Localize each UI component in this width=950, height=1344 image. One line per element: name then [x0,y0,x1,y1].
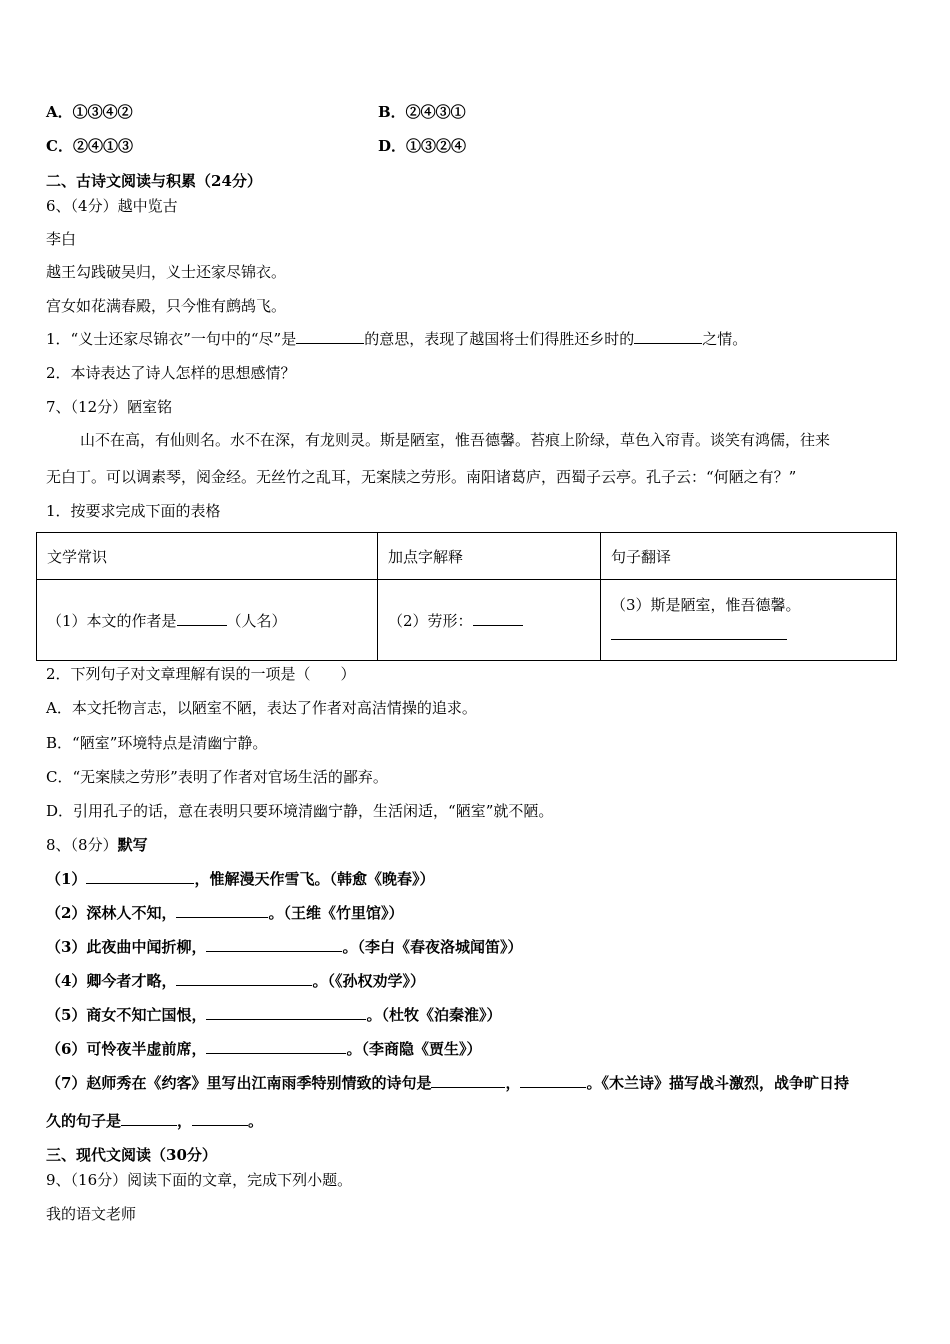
q8-l7-d: 久的句子是 [46,1112,122,1130]
q8-line6 [46,1039,481,1059]
q8-l7-a: （7）赵师秀在《约客》里写出江南雨季特别情致的诗句是 [46,1074,432,1092]
q9-title: 9、（16分）阅读下面的文章，完成下列小题。 [46,1171,353,1189]
option-a: A．①③④② [46,103,133,121]
q8-l2-a: （2）深林人不知， [46,904,177,922]
q7-title: 7、（12分）陋室铭 [46,398,173,416]
q7-option-c: C．“无案牍之劳形”表明了作者对官场生活的鄙弃。 [46,768,388,786]
q6-poem-line1: 越王勾践破吴归，义士还家尽锦衣。 [46,263,287,281]
answer-blank[interactable] [296,329,364,344]
q7-text-line1: 山不在高，有仙则名。水不在深，有龙则灵。斯是陋室，惟吾德馨。苔痕上阶绿，草色入帘青。谈笑有鸿儒，往来 [80,431,831,449]
q7-option-d: D．引用孔子的话，意在表明只要环境清幽宁静，生活闲适，“陋室”就不陋。 [46,802,554,820]
q7-sub1: 1．按要求完成下面的表格 [46,502,221,520]
cell-author-text-b: （人名） [226,611,287,630]
q8-l7-e: ， [177,1112,193,1130]
q8-title-b: 默写 [117,836,148,854]
q6-sub1-text-a: 1．“义士还家尽锦衣”一句中的“尽”是 [46,330,297,348]
q6-title: 6、（4分）越中览古 [46,197,178,215]
cell-author-text-a: （1）本文的作者是 [47,611,177,630]
q6-sub2: 2．本诗表达了诗人怎样的思想感情？ [46,364,296,382]
option-b: B．②④③① [378,103,466,121]
q8-l4-a: （4）卿今者才略， [46,972,177,990]
cell-word-text: （2）劳形： [388,611,473,630]
answer-blank[interactable] [176,971,312,986]
q8-title-a: 8、（8分） [46,836,118,854]
q6-sub1 [46,329,747,349]
q8-line4 [46,971,425,991]
option-c: C．②④①③ [46,137,133,155]
q8-l5-b: 。（杜牧《泊秦淮》） [366,1006,502,1024]
answer-blank[interactable] [177,611,227,626]
q8-line2 [46,903,403,923]
q7-option-b: B．“陋室”环境特点是清幽宁静。 [46,734,268,752]
q8-l7-c: 。《木兰诗》描写战斗激烈，战争旷日持 [586,1074,849,1092]
table-header-translation: 句子翻译 [601,533,897,580]
q8-title [46,835,148,855]
q8-l3-b: 。（李白《春夜洛城闻笛》） [342,938,523,956]
q7-option-a: A．本文托物言志，以陋室不陋，表达了作者对高洁情操的追求。 [46,699,477,717]
section2-heading: 二、古诗文阅读与积累（24分） [46,172,262,190]
q8-l6-b: 。（李商隐《贾生》） [346,1040,482,1058]
q8-l4-b: 。（《孙权劝学》） [312,972,425,990]
answer-blank[interactable] [473,611,523,626]
answer-blank[interactable] [206,1039,346,1054]
q8-l1-a: （1） [46,870,87,888]
q8-line1 [46,869,434,889]
answer-blank[interactable] [86,869,194,884]
q8-line5 [46,1005,501,1025]
cell-translation-text: （3）斯是陋室，惟吾德馨。 [611,596,801,614]
table-cell-word [378,580,601,661]
answer-blank[interactable] [206,1005,366,1020]
q6-sub1-text-c: 之情。 [702,330,748,348]
article-title: 我的语文老师 [46,1205,137,1223]
table-cell-author [37,580,378,661]
table-header-word-explanation: 加点字解释 [378,533,601,580]
answer-table [36,532,897,661]
answer-blank[interactable] [192,1111,248,1126]
q8-l3-a: （3）此夜曲中闻折柳， [46,938,207,956]
q6-poem-line2: 宫女如花满春殿，只今惟有鹧鸪飞。 [46,297,287,315]
table-cell-translation [601,580,897,661]
option-d: D．①③②④ [378,137,467,155]
answer-blank[interactable] [611,625,787,640]
q8-line7 [46,1073,849,1093]
answer-blank[interactable] [121,1111,177,1126]
q6-author: 李白 [46,230,77,248]
answer-blank[interactable] [520,1073,586,1088]
answer-blank[interactable] [176,903,268,918]
answer-blank[interactable] [206,937,342,952]
q8-line3 [46,937,522,957]
q8-l7-b: ， [505,1074,521,1092]
q6-sub1-text-b: 的意思，表现了越国将士们得胜还乡时的 [364,330,635,348]
q7-text-line2: 无白丁。可以调素琴，阅金经。无丝竹之乱耳，无案牍之劳形。南阳诸葛庐，西蜀子云亭。孔子云：“何陋之有？” [46,468,797,486]
q8-l2-b: 。（王维《竹里馆》） [268,904,404,922]
q8-l6-a: （6）可怜夜半虚前席， [46,1040,207,1058]
q8-l1-b: ，惟解漫天作雪飞。（韩愈《晚春》） [194,870,435,888]
section3-heading: 三、现代文阅读（30分） [46,1146,217,1164]
q8-l7-f: 。 [248,1112,264,1130]
q7-sub2: 2．下列句子对文章理解有误的一项是（ ） [46,665,356,683]
table-header-literature: 文学常识 [37,533,378,580]
q8-l5-a: （5）商女不知亡国恨， [46,1006,207,1024]
answer-blank[interactable] [431,1073,505,1088]
answer-blank[interactable] [634,329,702,344]
q8-line7-cont [46,1111,263,1131]
